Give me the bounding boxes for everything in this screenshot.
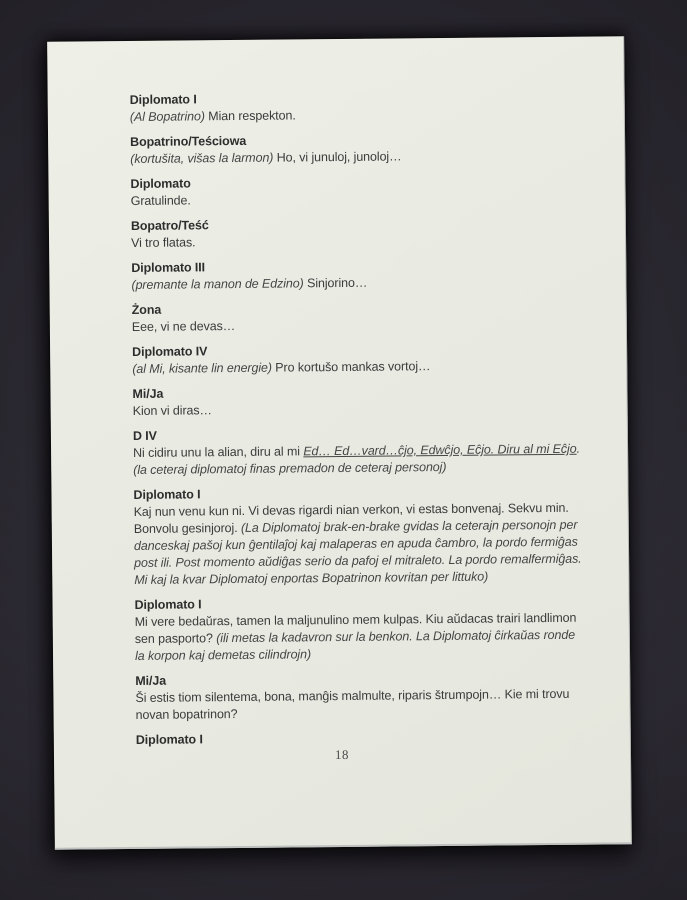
text-segment: Kaj nun venu kun ni. Vi devas rigardi nian verkon, vi estas bonvenaj. Sekvu min. Bonvolu gesinjoroj. xyxy=(133,500,569,536)
text-segment: (kortušita, višas la larmon) xyxy=(130,150,277,166)
dialogue-block xyxy=(130,130,578,168)
text-segment: Sinjorino… xyxy=(306,275,368,291)
dialogue-text xyxy=(135,610,583,665)
dialogue-block xyxy=(135,669,583,724)
dialogue-text xyxy=(135,686,583,724)
speaker-name: Diplomato xyxy=(130,176,191,191)
dialogue-text xyxy=(132,315,580,336)
dialogue-text xyxy=(132,357,580,378)
speaker-name: Diplomato III xyxy=(131,260,206,275)
dialogue-block xyxy=(134,593,583,665)
dialogue-text xyxy=(130,105,578,126)
text-segment: Eee, vi ne devas… xyxy=(131,318,236,334)
speaker-name: Diplomato I xyxy=(134,597,202,612)
dialogue-text xyxy=(133,399,581,420)
speaker-name: Diplomato IV xyxy=(132,344,208,359)
dialogue-block xyxy=(132,382,580,420)
text-segment: (la ceteraj diplomatoj finas premadon de ceteraj personoj) xyxy=(133,459,447,477)
speaker-name: Diplomato I xyxy=(133,487,201,502)
dialogue-text xyxy=(131,273,579,294)
speaker-name: Mi/Ja xyxy=(132,386,164,401)
dialogue-block xyxy=(132,298,580,336)
dialogue-text xyxy=(131,189,579,210)
document-page xyxy=(47,36,632,850)
dialogue-text xyxy=(130,147,578,168)
text-segment: (premante la manon de Edzino) xyxy=(131,276,308,292)
dialogue-block xyxy=(130,172,578,210)
dialogue-block xyxy=(131,256,579,294)
dialogue-block xyxy=(132,340,580,378)
page-number: 18 xyxy=(334,746,350,763)
text-segment: (al Mi, kisante lin energie) xyxy=(132,360,276,376)
text-segment: Kion vi diras… xyxy=(132,403,212,418)
dialogue-block xyxy=(130,88,578,126)
text-segment: Ho, vi junuloj, junoloj… xyxy=(276,149,402,165)
text-segment: Pro kortušo mankas vortoj… xyxy=(275,359,431,375)
speaker-name: Bopatro/Teść xyxy=(130,218,209,233)
speaker-name: Diplomato I xyxy=(129,92,197,107)
script-content xyxy=(130,88,584,757)
dialogue-block xyxy=(131,214,579,252)
dialogue-text xyxy=(133,441,581,479)
text-segment: Ni cidiru unu la alian, diru al mi xyxy=(133,444,304,460)
text-segment: . xyxy=(576,441,580,456)
speaker-name: D IV xyxy=(132,428,157,443)
dialogue-block xyxy=(133,483,582,589)
text-segment: (La Diplomatoj brak-en-brake gvidas la ceterajn personojn per danceskaj pašoj kun ĝentilaĵoj kaj malaperas en apuda ĉambro, la pordo fermiĝas post ili. Post momento aŭdiĝas serio da pafoj el mitraleto. La pordo remalfermiĝas. Mi kaj la kvar Diplomatoj enportas Bopatrinon kovritan per littuko) xyxy=(133,517,582,587)
text-segment: Ši estis tiom silentema, bona, manĝis malmulte, riparis štrumpojn… Kie mi trovu novan bopatrinon? xyxy=(135,686,570,722)
speaker-name: Diplomato I xyxy=(135,732,203,747)
speaker-name: Bopatrino/Teściowa xyxy=(130,133,247,149)
text-segment: Ed… Ed…vard…ĉjo, Edwĉjo, Eĉjo. Diru al mi Eĉjo xyxy=(303,441,577,459)
text-segment: (Al Bopatrino) xyxy=(129,109,209,124)
speaker-name: Żona xyxy=(131,302,162,317)
dialogue-text xyxy=(134,500,583,589)
dialogue-block xyxy=(133,424,581,479)
text-segment: Gratulinde. xyxy=(130,193,191,208)
text-segment: (ili metas la kadavron sur la benkon. La Diplomatoj ĉirkaŭas ronde la korpon kaj demetas cilindrojn) xyxy=(134,627,576,663)
text-segment: Vi tro flatas. xyxy=(131,235,196,250)
text-segment: Mi vere bedaŭras, tamen la maljunulino mem kulpas. Kiu aŭdacas trairi landlimon sen pasporto? xyxy=(134,610,577,646)
speaker-name: Mi/Ja xyxy=(135,673,167,688)
text-segment: Mian respekton. xyxy=(208,108,296,124)
